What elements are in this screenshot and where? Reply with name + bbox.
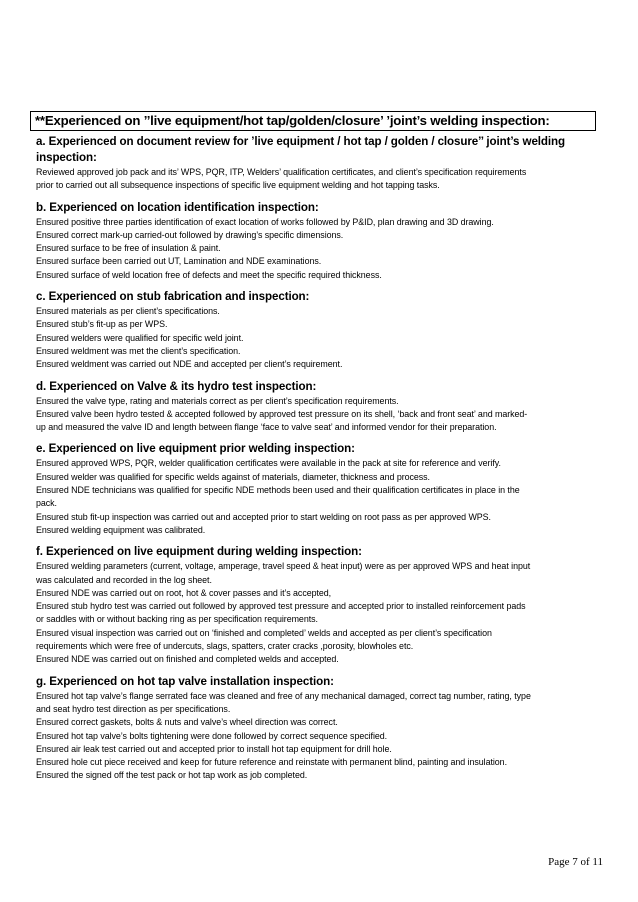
experience-section <box>36 441 602 537</box>
section-lines <box>36 216 602 282</box>
body-text-line: Ensured materials as per client’s specifications. <box>36 306 220 317</box>
section-heading: a. Experienced on document review for ’live equipment / hot tap / golden / closure’’ joint’s welding inspection: <box>36 135 565 164</box>
body-text-line: Ensured air leak test carried out and accepted prior to install hot tap equipment for drill hole. <box>36 743 392 754</box>
body-text-line: Ensured NDE was carried out on root, hot & cover passes and it’s accepted, <box>36 587 332 598</box>
body-text-line: up and measured the valve ID and length between flange ‘face to valve seat’ and informed vendor for their preparation. <box>36 422 497 433</box>
experience-section <box>36 544 602 666</box>
body-text-line: Ensured positive three parties identification of exact location of works followed by P&ID, plan drawing and 3D drawing. <box>36 216 494 227</box>
body-text-line: Ensured the signed off the test pack or hot tap work as job completed. <box>36 770 308 781</box>
section-lines <box>36 560 602 666</box>
body-text-line: Ensured surface to be free of insulation & paint. <box>36 243 221 254</box>
body-text-line: was calculated and recorded in the log sheet. <box>36 574 212 585</box>
section-lines <box>36 395 602 435</box>
experience-section <box>36 289 602 371</box>
body-text-line: Ensured hot tap valve’s flange serrated face was cleaned and free of any mechanical damaged, correct tag number, rating, type <box>36 690 531 701</box>
experience-section <box>36 200 602 282</box>
body-text-line: Reviewed approved job pack and its’ WPS, PQR, ITP, Welders’ qualification certificates, and client’s specification requirements <box>36 167 527 177</box>
section-heading: e. Experienced on live equipment prior welding inspection: <box>36 442 355 456</box>
body-text-line: Ensured correct mark-up carried-out followed by drawing’s specific dimensions. <box>36 229 344 240</box>
body-text-line: Ensured the valve type, rating and materials correct as per client’s specification requirements. <box>36 395 399 406</box>
section-spacer <box>36 193 602 200</box>
body-text-line: Ensured weldment was met the client’s specification. <box>36 345 241 356</box>
body-text-line: pack. <box>36 498 57 509</box>
body-text-line: Ensured correct gaskets, bolts & nuts and valve’s wheel direction was correct. <box>36 717 338 728</box>
experience-section <box>36 134 602 193</box>
section-heading: c. Experienced on stub fabrication and inspection: <box>36 290 310 304</box>
body-text-line: requirements which were free of undercuts, slags, spatters, crater cracks ,porosity, blowholes etc. <box>36 641 414 652</box>
body-text-line: Ensured stub’s fit-up as per WPS. <box>36 319 168 330</box>
section-lines <box>36 305 602 371</box>
body-text-line: Ensured surface of weld location free of defects and meet the specific required thickness. <box>36 269 382 280</box>
body-text-line: Ensured hole cut piece received and keep for future reference and reinstate with permanent blind, painting and insulation. <box>36 757 507 768</box>
experience-section <box>36 674 602 783</box>
section-heading: d. Experienced on Valve & its hydro test inspection: <box>36 379 317 393</box>
body-text-line: Ensured NDE technicians was qualified for specific NDE methods been used and their qualification certificates in place in the <box>36 485 520 496</box>
body-text-line: Ensured stub hydro test was carried out followed by approved test pressure and accepted prior to installed reinforcement pads <box>36 601 526 612</box>
section-lines <box>36 690 602 783</box>
section-spacer <box>36 667 602 674</box>
body-text-line: Ensured surface been carried out UT, Lamination and NDE examinations. <box>36 256 322 267</box>
body-text-line: prior to carried out all subsequence inspections of specific live equipment welding and hot tapping tasks. <box>36 180 440 191</box>
body-text-line: Ensured hot tap valve’s bolts tightening were done followed by correct sequence specified. <box>36 730 388 741</box>
body-text-line: Ensured weldment was carried out NDE and accepted per client’s requirement. <box>36 359 343 370</box>
section-spacer <box>36 434 602 441</box>
page-number: Page 7 of 11 <box>548 856 603 868</box>
section-heading: b. Experienced on location identification inspection: <box>36 200 319 214</box>
body-text-line: Ensured NDE was carried out on finished and completed welds and accepted. <box>36 654 339 665</box>
section-lines <box>36 166 602 193</box>
body-text-line: Ensured visual inspection was carried out on ‘finished and completed’ welds and accepted as per client’s specification <box>36 627 492 638</box>
section-heading: f. Experienced on live equipment during welding inspection: <box>36 545 362 559</box>
experience-section <box>36 379 602 435</box>
body-text-line: Ensured valve been hydro tested & accepted followed by approved test pressure on its shell, ‘back and front seat’ and marked- <box>36 408 528 419</box>
body-text-line: Ensured welding equipment was calibrated. <box>36 524 206 535</box>
body-text-line: Ensured welder was qualified for specific welds against of materials, diameter, thickness and process. <box>36 471 430 482</box>
section-lines <box>36 457 602 537</box>
body-text-line: Ensured welding parameters (current, voltage, amperage, travel speed & heat input) were as per approved WPS and heat input <box>36 561 531 572</box>
section-heading: g. Experienced on hot tap valve installation inspection: <box>36 674 334 688</box>
body-text-line: and seat hydro test direction as per specifications. <box>36 703 231 714</box>
body-text-line: Ensured stub fit-up inspection was carried out and accepted prior to start welding on root pass as per approved WPS. <box>36 511 491 522</box>
body-text-line: or saddles with or without backing ring as per specification requirements. <box>36 614 318 625</box>
body-text-line: Ensured approved WPS, PQR, welder qualification certificates were available in the pack at site for reference and verify. <box>36 458 501 469</box>
experience-sections <box>36 134 602 783</box>
section-spacer <box>36 372 602 379</box>
section-spacer <box>36 537 602 544</box>
section-spacer <box>36 282 602 289</box>
section-banner-title: **Experienced on ’’live equipment/hot tap/golden/closure’ ’joint’s welding inspection: <box>30 111 596 131</box>
body-text-line: Ensured welders were qualified for specific weld joint. <box>36 332 244 343</box>
